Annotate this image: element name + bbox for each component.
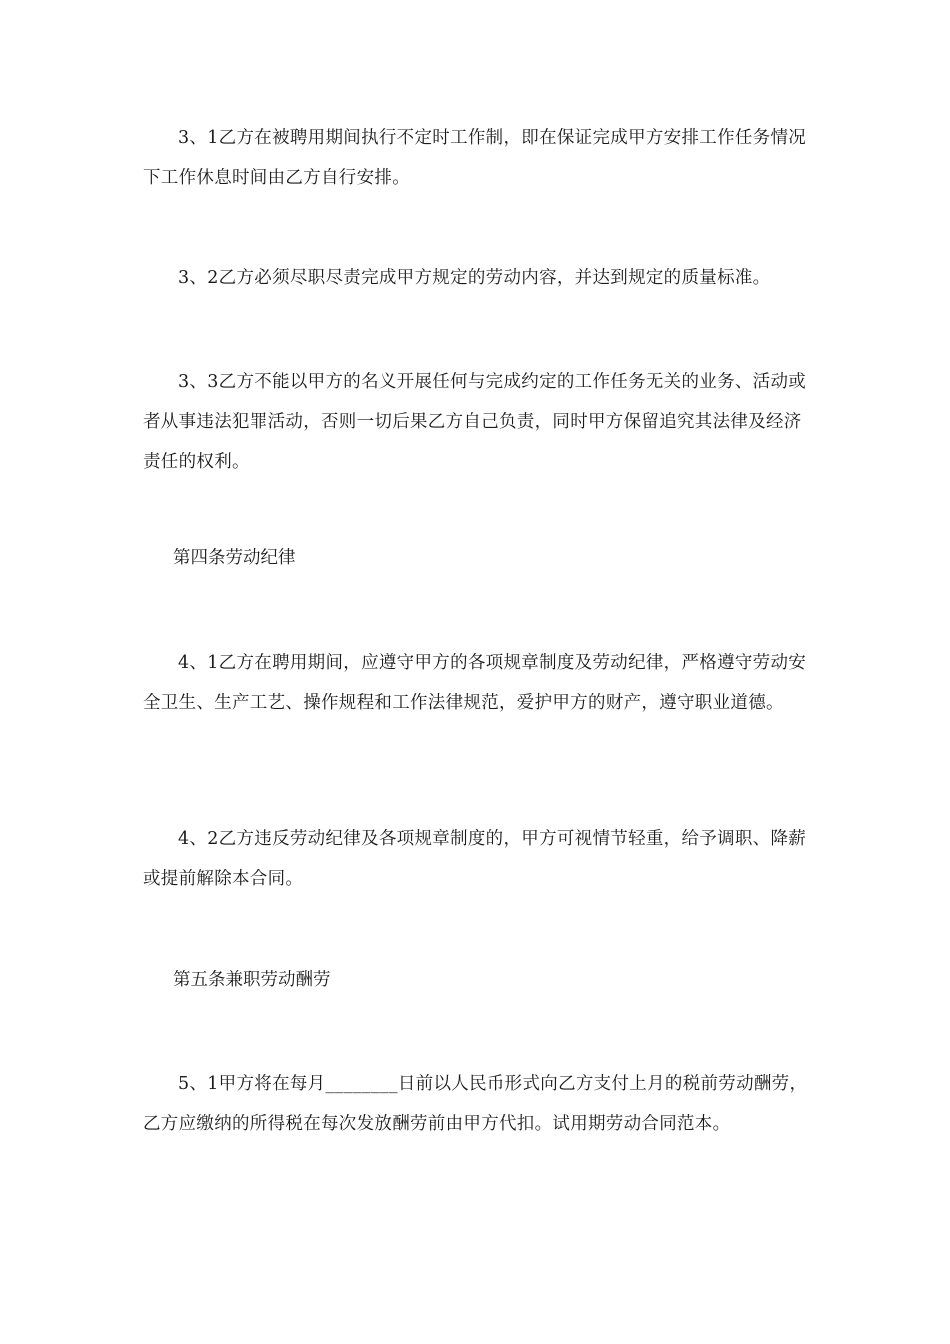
clause-3-2: 3、2乙方必须尽职尽责完成甲方规定的劳动内容，并达到规定的质量标准。: [178, 268, 771, 288]
clause-5-1: 5、1甲方将在每月________日前以人民币形式向乙方支付上月的税前劳动酬劳，乙方应缴纳的所得税在每次发放酬劳前由甲方代扣。试用期劳动合同范本。: [143, 1074, 808, 1134]
clause-3-3: 3、3乙方不能以甲方的名义开展任何与完成约定的工作任务无关的业务、活动或者从事违法犯罪活动，否则一切后果乙方自己负责，同时甲方保留追究其法律及经济责任的权利。: [143, 372, 807, 472]
clause-3-1: 3、1乙方在被聘用期间执行不定时工作制，即在保证完成甲方安排工作任务情况下工作休息时间由乙方自行安排。: [143, 128, 807, 188]
clause-4-2: 4、2乙方违反劳动纪律及各项规章制度的，甲方可视情节轻重，给予调职、降薪或提前解除本合同。: [143, 829, 807, 889]
article-4-heading: 第四条劳动纪律: [173, 548, 296, 568]
clause-4-1: 4、1乙方在聘用期间，应遵守甲方的各项规章制度及劳动纪律，严格遵守劳动安全卫生、生产工艺、操作规程和工作法律规范，爱护甲方的财产，遵守职业道德。: [143, 653, 807, 713]
article-5-heading: 第五条兼职劳动酬劳: [173, 970, 331, 990]
